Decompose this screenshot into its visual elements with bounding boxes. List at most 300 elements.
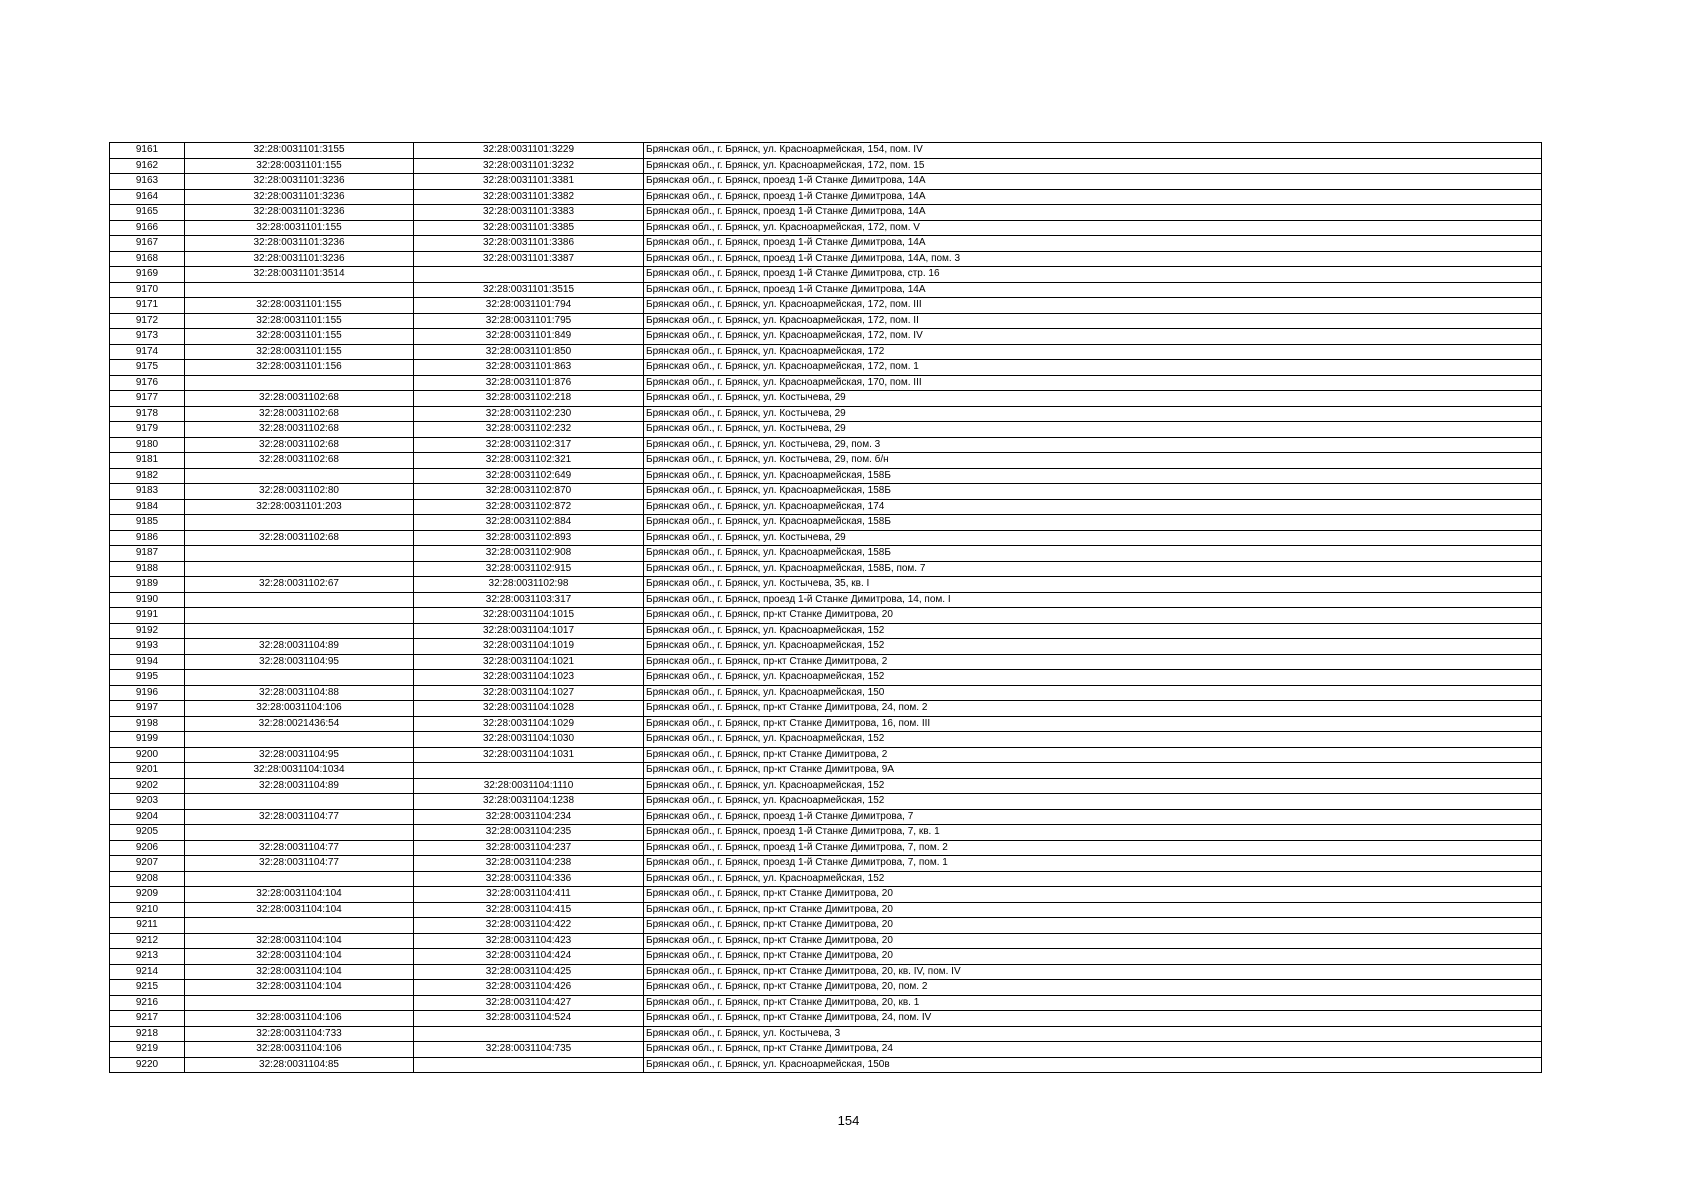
table-row bbox=[110, 282, 1542, 298]
cadastral-number-cell: 32:28:0031102:317 bbox=[414, 437, 644, 453]
table-row bbox=[110, 840, 1542, 856]
parent-cadastral-number-cell: 32:28:0031102:80 bbox=[185, 484, 414, 500]
address-cell: Брянская обл., г. Брянск, проезд 1-й Станке Димитрова, 14А bbox=[644, 189, 1542, 205]
table-row bbox=[110, 189, 1542, 205]
table-row bbox=[110, 778, 1542, 794]
parent-cadastral-number-cell: 32:28:0031104:1034 bbox=[185, 763, 414, 779]
table-row bbox=[110, 220, 1542, 236]
cadastral-number-cell bbox=[414, 763, 644, 779]
address-cell: Брянская обл., г. Брянск, пр-кт Станке Димитрова, 20, пом. 2 bbox=[644, 980, 1542, 996]
table-row bbox=[110, 995, 1542, 1011]
parent-cadastral-number-cell: 32:28:0031104:104 bbox=[185, 964, 414, 980]
address-cell: Брянская обл., г. Брянск, ул. Красноармейская, 150в bbox=[644, 1057, 1542, 1073]
cadastral-number-cell: 32:28:0031104:1027 bbox=[414, 685, 644, 701]
table-row bbox=[110, 887, 1542, 903]
cadastral-number-cell: 32:28:0031102:870 bbox=[414, 484, 644, 500]
cadastral-number-cell: 32:28:0031102:98 bbox=[414, 577, 644, 593]
table-row bbox=[110, 949, 1542, 965]
table-row bbox=[110, 732, 1542, 748]
row-number-cell: 9163 bbox=[110, 174, 185, 190]
parent-cadastral-number-cell: 32:28:0031104:106 bbox=[185, 1011, 414, 1027]
table-row bbox=[110, 639, 1542, 655]
address-cell: Брянская обл., г. Брянск, ул. Красноармейская, 172, пом. II bbox=[644, 313, 1542, 329]
cadastral-number-cell: 32:28:0031104:234 bbox=[414, 809, 644, 825]
parent-cadastral-number-cell: 32:28:0031102:68 bbox=[185, 422, 414, 438]
table-row bbox=[110, 592, 1542, 608]
address-cell: Брянская обл., г. Брянск, пр-кт Станке Димитрова, 20 bbox=[644, 949, 1542, 965]
address-cell: Брянская обл., г. Брянск, пр-кт Станке Димитрова, 20, кв. IV, пом. IV bbox=[644, 964, 1542, 980]
cadastral-number-cell: 32:28:0031104:237 bbox=[414, 840, 644, 856]
cadastral-number-cell: 32:28:0031102:649 bbox=[414, 468, 644, 484]
address-cell: Брянская обл., г. Брянск, ул. Костычева, 29, пом. 3 bbox=[644, 437, 1542, 453]
row-number-cell: 9217 bbox=[110, 1011, 185, 1027]
cadastral-number-cell: 32:28:0031101:3382 bbox=[414, 189, 644, 205]
row-number-cell: 9204 bbox=[110, 809, 185, 825]
table-row bbox=[110, 344, 1542, 360]
cadastral-number-cell: 32:28:0031104:426 bbox=[414, 980, 644, 996]
parent-cadastral-number-cell: 32:28:0031101:155 bbox=[185, 220, 414, 236]
cadastral-number-cell: 32:28:0031104:1238 bbox=[414, 794, 644, 810]
table-row bbox=[110, 747, 1542, 763]
address-cell: Брянская обл., г. Брянск, ул. Красноармейская, 152 bbox=[644, 670, 1542, 686]
address-cell: Брянская обл., г. Брянск, ул. Красноармейская, 152 bbox=[644, 623, 1542, 639]
cadastral-number-cell: 32:28:0031104:1110 bbox=[414, 778, 644, 794]
cadastral-number-cell: 32:28:0031102:218 bbox=[414, 391, 644, 407]
row-number-cell: 9185 bbox=[110, 515, 185, 531]
cadastral-number-cell: 32:28:0031104:427 bbox=[414, 995, 644, 1011]
table-row bbox=[110, 856, 1542, 872]
table-row bbox=[110, 205, 1542, 221]
table-row bbox=[110, 561, 1542, 577]
parent-cadastral-number-cell: 32:28:0031101:3514 bbox=[185, 267, 414, 283]
row-number-cell: 9199 bbox=[110, 732, 185, 748]
row-number-cell: 9194 bbox=[110, 654, 185, 670]
row-number-cell: 9178 bbox=[110, 406, 185, 422]
address-cell: Брянская обл., г. Брянск, ул. Костычева, 29 bbox=[644, 391, 1542, 407]
table-row bbox=[110, 360, 1542, 376]
row-number-cell: 9179 bbox=[110, 422, 185, 438]
parent-cadastral-number-cell bbox=[185, 871, 414, 887]
table-row bbox=[110, 515, 1542, 531]
address-cell: Брянская обл., г. Брянск, ул. Красноармейская, 150 bbox=[644, 685, 1542, 701]
cadastral-number-cell: 32:28:0031102:893 bbox=[414, 530, 644, 546]
parent-cadastral-number-cell: 32:28:0031104:88 bbox=[185, 685, 414, 701]
cadastral-number-cell: 32:28:0031104:1015 bbox=[414, 608, 644, 624]
row-number-cell: 9176 bbox=[110, 375, 185, 391]
cadastral-number-cell: 32:28:0031101:849 bbox=[414, 329, 644, 345]
table-row bbox=[110, 623, 1542, 639]
table-row bbox=[110, 1042, 1542, 1058]
row-number-cell: 9195 bbox=[110, 670, 185, 686]
address-cell: Брянская обл., г. Брянск, ул. Красноармейская, 158Б bbox=[644, 515, 1542, 531]
row-number-cell: 9174 bbox=[110, 344, 185, 360]
parent-cadastral-number-cell: 32:28:0031104:89 bbox=[185, 778, 414, 794]
cadastral-number-cell: 32:28:0031104:415 bbox=[414, 902, 644, 918]
address-cell: Брянская обл., г. Брянск, ул. Красноармейская, 152 bbox=[644, 778, 1542, 794]
table-row bbox=[110, 453, 1542, 469]
parent-cadastral-number-cell bbox=[185, 794, 414, 810]
parent-cadastral-number-cell: 32:28:0031101:203 bbox=[185, 499, 414, 515]
cadastral-number-cell: 32:28:0031104:423 bbox=[414, 933, 644, 949]
row-number-cell: 9207 bbox=[110, 856, 185, 872]
parent-cadastral-number-cell: 32:28:0031104:89 bbox=[185, 639, 414, 655]
parent-cadastral-number-cell bbox=[185, 468, 414, 484]
table-row bbox=[110, 375, 1542, 391]
parent-cadastral-number-cell: 32:28:0031101:3236 bbox=[185, 205, 414, 221]
parent-cadastral-number-cell: 32:28:0031104:104 bbox=[185, 887, 414, 903]
address-cell: Брянская обл., г. Брянск, пр-кт Станке Димитрова, 20 bbox=[644, 918, 1542, 934]
row-number-cell: 9175 bbox=[110, 360, 185, 376]
table-row bbox=[110, 1026, 1542, 1042]
cadastral-number-cell: 32:28:0031104:1030 bbox=[414, 732, 644, 748]
row-number-cell: 9181 bbox=[110, 453, 185, 469]
parent-cadastral-number-cell bbox=[185, 995, 414, 1011]
cadastral-number-cell: 32:28:0031101:863 bbox=[414, 360, 644, 376]
cadastral-number-cell bbox=[414, 267, 644, 283]
row-number-cell: 9193 bbox=[110, 639, 185, 655]
cadastral-number-cell: 32:28:0031102:908 bbox=[414, 546, 644, 562]
table-row bbox=[110, 391, 1542, 407]
address-cell: Брянская обл., г. Брянск, ул. Красноармейская, 158Б, пом. 7 bbox=[644, 561, 1542, 577]
parent-cadastral-number-cell: 32:28:0031104:95 bbox=[185, 747, 414, 763]
cadastral-number-cell: 32:28:0031101:3386 bbox=[414, 236, 644, 252]
cadastral-number-cell: 32:28:0031104:1029 bbox=[414, 716, 644, 732]
cadastral-number-cell: 32:28:0031101:876 bbox=[414, 375, 644, 391]
address-cell: Брянская обл., г. Брянск, ул. Красноармейская, 152 bbox=[644, 732, 1542, 748]
registry-table-body bbox=[110, 143, 1542, 1073]
parent-cadastral-number-cell: 32:28:0031104:95 bbox=[185, 654, 414, 670]
table-row bbox=[110, 236, 1542, 252]
row-number-cell: 9202 bbox=[110, 778, 185, 794]
table-row bbox=[110, 933, 1542, 949]
address-cell: Брянская обл., г. Брянск, проезд 1-й Станке Димитрова, 14А bbox=[644, 236, 1542, 252]
parent-cadastral-number-cell bbox=[185, 561, 414, 577]
row-number-cell: 9164 bbox=[110, 189, 185, 205]
table-row bbox=[110, 267, 1542, 283]
address-cell: Брянская обл., г. Брянск, проезд 1-й Станке Димитрова, 7, кв. 1 bbox=[644, 825, 1542, 841]
address-cell: Брянская обл., г. Брянск, ул. Красноармейская, 170, пом. III bbox=[644, 375, 1542, 391]
parent-cadastral-number-cell: 32:28:0031102:68 bbox=[185, 530, 414, 546]
parent-cadastral-number-cell: 32:28:0031101:155 bbox=[185, 313, 414, 329]
address-cell: Брянская обл., г. Брянск, ул. Красноармейская, 158Б bbox=[644, 546, 1542, 562]
cadastral-number-cell bbox=[414, 1026, 644, 1042]
cadastral-number-cell: 32:28:0031102:915 bbox=[414, 561, 644, 577]
table-row bbox=[110, 530, 1542, 546]
row-number-cell: 9187 bbox=[110, 546, 185, 562]
address-cell: Брянская обл., г. Брянск, проезд 1-й Станке Димитрова, 14, пом. I bbox=[644, 592, 1542, 608]
address-cell: Брянская обл., г. Брянск, ул. Костычева, 29, пом. б/н bbox=[644, 453, 1542, 469]
parent-cadastral-number-cell: 32:28:0031102:68 bbox=[185, 391, 414, 407]
row-number-cell: 9183 bbox=[110, 484, 185, 500]
address-cell: Брянская обл., г. Брянск, пр-кт Станке Димитрова, 20 bbox=[644, 887, 1542, 903]
table-row bbox=[110, 1011, 1542, 1027]
cadastral-number-cell: 32:28:0031104:1021 bbox=[414, 654, 644, 670]
cadastral-number-cell: 32:28:0031103:317 bbox=[414, 592, 644, 608]
cadastral-number-cell: 32:28:0031101:850 bbox=[414, 344, 644, 360]
row-number-cell: 9170 bbox=[110, 282, 185, 298]
cadastral-number-cell: 32:28:0031104:235 bbox=[414, 825, 644, 841]
parent-cadastral-number-cell: 32:28:0031101:156 bbox=[185, 360, 414, 376]
row-number-cell: 9212 bbox=[110, 933, 185, 949]
parent-cadastral-number-cell: 32:28:0031104:77 bbox=[185, 840, 414, 856]
table-row bbox=[110, 499, 1542, 515]
cadastral-number-cell: 32:28:0031102:230 bbox=[414, 406, 644, 422]
cadastral-number-cell: 32:28:0031101:3229 bbox=[414, 143, 644, 159]
parent-cadastral-number-cell bbox=[185, 375, 414, 391]
table-row bbox=[110, 577, 1542, 593]
parent-cadastral-number-cell bbox=[185, 282, 414, 298]
parent-cadastral-number-cell bbox=[185, 546, 414, 562]
address-cell: Брянская обл., г. Брянск, пр-кт Станке Димитрова, 2 bbox=[644, 654, 1542, 670]
row-number-cell: 9211 bbox=[110, 918, 185, 934]
cadastral-number-cell: 32:28:0031102:872 bbox=[414, 499, 644, 515]
row-number-cell: 9168 bbox=[110, 251, 185, 267]
parent-cadastral-number-cell: 32:28:0031101:155 bbox=[185, 344, 414, 360]
cadastral-number-cell: 32:28:0031101:3387 bbox=[414, 251, 644, 267]
parent-cadastral-number-cell: 32:28:0031104:104 bbox=[185, 980, 414, 996]
row-number-cell: 9188 bbox=[110, 561, 185, 577]
row-number-cell: 9173 bbox=[110, 329, 185, 345]
row-number-cell: 9186 bbox=[110, 530, 185, 546]
table-row bbox=[110, 809, 1542, 825]
address-cell: Брянская обл., г. Брянск, ул. Красноармейская, 158Б bbox=[644, 468, 1542, 484]
parent-cadastral-number-cell: 32:28:0031104:104 bbox=[185, 902, 414, 918]
parent-cadastral-number-cell bbox=[185, 918, 414, 934]
cadastral-number-cell: 32:28:0031101:3385 bbox=[414, 220, 644, 236]
address-cell: Брянская обл., г. Брянск, ул. Костычева, 29 bbox=[644, 406, 1542, 422]
table-row bbox=[110, 313, 1542, 329]
address-cell: Брянская обл., г. Брянск, проезд 1-й Станке Димитрова, стр. 16 bbox=[644, 267, 1542, 283]
table-row bbox=[110, 1057, 1542, 1073]
cadastral-number-cell: 32:28:0031101:3515 bbox=[414, 282, 644, 298]
row-number-cell: 9220 bbox=[110, 1057, 185, 1073]
address-cell: Брянская обл., г. Брянск, проезд 1-й Станке Димитрова, 14А bbox=[644, 282, 1542, 298]
row-number-cell: 9196 bbox=[110, 685, 185, 701]
cadastral-number-cell: 32:28:0031101:3232 bbox=[414, 158, 644, 174]
row-number-cell: 9198 bbox=[110, 716, 185, 732]
row-number-cell: 9161 bbox=[110, 143, 185, 159]
row-number-cell: 9171 bbox=[110, 298, 185, 314]
row-number-cell: 9213 bbox=[110, 949, 185, 965]
address-cell: Брянская обл., г. Брянск, ул. Красноармейская, 172, пом. IV bbox=[644, 329, 1542, 345]
row-number-cell: 9219 bbox=[110, 1042, 185, 1058]
parent-cadastral-number-cell: 32:28:0031104:104 bbox=[185, 933, 414, 949]
page-number: 154 bbox=[837, 1113, 860, 1128]
table-row bbox=[110, 670, 1542, 686]
parent-cadastral-number-cell: 32:28:0031104:104 bbox=[185, 949, 414, 965]
row-number-cell: 9192 bbox=[110, 623, 185, 639]
cadastral-number-cell: 32:28:0031102:321 bbox=[414, 453, 644, 469]
cadastral-number-cell: 32:28:0031104:1028 bbox=[414, 701, 644, 717]
registry-table bbox=[109, 142, 1542, 1073]
parent-cadastral-number-cell: 32:28:0031101:3155 bbox=[185, 143, 414, 159]
parent-cadastral-number-cell: 32:28:0031104:85 bbox=[185, 1057, 414, 1073]
table-row bbox=[110, 174, 1542, 190]
table-row bbox=[110, 437, 1542, 453]
cadastral-number-cell: 32:28:0031104:425 bbox=[414, 964, 644, 980]
cadastral-number-cell: 32:28:0031104:735 bbox=[414, 1042, 644, 1058]
table-row bbox=[110, 546, 1542, 562]
table-row bbox=[110, 143, 1542, 159]
parent-cadastral-number-cell: 32:28:0031101:3236 bbox=[185, 251, 414, 267]
parent-cadastral-number-cell: 32:28:0031104:106 bbox=[185, 701, 414, 717]
cadastral-number-cell: 32:28:0031104:1017 bbox=[414, 623, 644, 639]
address-cell: Брянская обл., г. Брянск, ул. Красноармейская, 172 bbox=[644, 344, 1542, 360]
address-cell: Брянская обл., г. Брянск, пр-кт Станке Димитрова, 20, кв. 1 bbox=[644, 995, 1542, 1011]
parent-cadastral-number-cell: 32:28:0031104:77 bbox=[185, 809, 414, 825]
cadastral-number-cell bbox=[414, 1057, 644, 1073]
address-cell: Брянская обл., г. Брянск, ул. Красноармейская, 154, пом. IV bbox=[644, 143, 1542, 159]
parent-cadastral-number-cell: 32:28:0031101:155 bbox=[185, 329, 414, 345]
parent-cadastral-number-cell bbox=[185, 670, 414, 686]
address-cell: Брянская обл., г. Брянск, пр-кт Станке Димитрова, 24 bbox=[644, 1042, 1542, 1058]
table-row bbox=[110, 468, 1542, 484]
row-number-cell: 9216 bbox=[110, 995, 185, 1011]
row-number-cell: 9182 bbox=[110, 468, 185, 484]
address-cell: Брянская обл., г. Брянск, пр-кт Станке Димитрова, 2 bbox=[644, 747, 1542, 763]
parent-cadastral-number-cell: 32:28:0031104:77 bbox=[185, 856, 414, 872]
cadastral-number-cell: 32:28:0031104:411 bbox=[414, 887, 644, 903]
table-row bbox=[110, 422, 1542, 438]
cadastral-number-cell: 32:28:0031102:884 bbox=[414, 515, 644, 531]
address-cell: Брянская обл., г. Брянск, пр-кт Станке Димитрова, 24, пом. IV bbox=[644, 1011, 1542, 1027]
cadastral-number-cell: 32:28:0031101:795 bbox=[414, 313, 644, 329]
row-number-cell: 9165 bbox=[110, 205, 185, 221]
parent-cadastral-number-cell: 32:28:0031101:155 bbox=[185, 158, 414, 174]
address-cell: Брянская обл., г. Брянск, пр-кт Станке Димитрова, 20 bbox=[644, 902, 1542, 918]
row-number-cell: 9190 bbox=[110, 592, 185, 608]
table-row bbox=[110, 484, 1542, 500]
cadastral-number-cell: 32:28:0031104:1031 bbox=[414, 747, 644, 763]
parent-cadastral-number-cell: 32:28:0031101:3236 bbox=[185, 189, 414, 205]
row-number-cell: 9167 bbox=[110, 236, 185, 252]
address-cell: Брянская обл., г. Брянск, ул. Костычева, 35, кв. I bbox=[644, 577, 1542, 593]
table-row bbox=[110, 716, 1542, 732]
parent-cadastral-number-cell: 32:28:0031104:106 bbox=[185, 1042, 414, 1058]
cadastral-number-cell: 32:28:0031104:524 bbox=[414, 1011, 644, 1027]
row-number-cell: 9218 bbox=[110, 1026, 185, 1042]
address-cell: Брянская обл., г. Брянск, ул. Костычева, 29 bbox=[644, 422, 1542, 438]
table-row bbox=[110, 902, 1542, 918]
parent-cadastral-number-cell: 32:28:0031102:68 bbox=[185, 453, 414, 469]
address-cell: Брянская обл., г. Брянск, пр-кт Станке Димитрова, 20 bbox=[644, 933, 1542, 949]
address-cell: Брянская обл., г. Брянск, ул. Красноармейская, 158Б bbox=[644, 484, 1542, 500]
row-number-cell: 9209 bbox=[110, 887, 185, 903]
row-number-cell: 9177 bbox=[110, 391, 185, 407]
address-cell: Брянская обл., г. Брянск, ул. Красноармейская, 172, пом. V bbox=[644, 220, 1542, 236]
parent-cadastral-number-cell: 32:28:0031104:733 bbox=[185, 1026, 414, 1042]
address-cell: Брянская обл., г. Брянск, проезд 1-й Станке Димитрова, 14А bbox=[644, 205, 1542, 221]
row-number-cell: 9197 bbox=[110, 701, 185, 717]
table-row bbox=[110, 329, 1542, 345]
row-number-cell: 9208 bbox=[110, 871, 185, 887]
parent-cadastral-number-cell bbox=[185, 732, 414, 748]
row-number-cell: 9215 bbox=[110, 980, 185, 996]
address-cell: Брянская обл., г. Брянск, ул. Костычева, 3 bbox=[644, 1026, 1542, 1042]
table-row bbox=[110, 251, 1542, 267]
row-number-cell: 9166 bbox=[110, 220, 185, 236]
cadastral-number-cell: 32:28:0031101:3381 bbox=[414, 174, 644, 190]
parent-cadastral-number-cell: 32:28:0031102:68 bbox=[185, 437, 414, 453]
row-number-cell: 9201 bbox=[110, 763, 185, 779]
cadastral-number-cell: 32:28:0031104:424 bbox=[414, 949, 644, 965]
row-number-cell: 9189 bbox=[110, 577, 185, 593]
table-row bbox=[110, 701, 1542, 717]
parent-cadastral-number-cell: 32:28:0031102:68 bbox=[185, 406, 414, 422]
address-cell: Брянская обл., г. Брянск, ул. Красноармейская, 152 bbox=[644, 871, 1542, 887]
table-row bbox=[110, 980, 1542, 996]
address-cell: Брянская обл., г. Брянск, ул. Красноармейская, 152 bbox=[644, 639, 1542, 655]
row-number-cell: 9162 bbox=[110, 158, 185, 174]
table-row bbox=[110, 406, 1542, 422]
table-row bbox=[110, 685, 1542, 701]
cadastral-number-cell: 32:28:0031101:3383 bbox=[414, 205, 644, 221]
cadastral-number-cell: 32:28:0031102:232 bbox=[414, 422, 644, 438]
row-number-cell: 9200 bbox=[110, 747, 185, 763]
address-cell: Брянская обл., г. Брянск, проезд 1-й Станке Димитрова, 14А bbox=[644, 174, 1542, 190]
parent-cadastral-number-cell bbox=[185, 515, 414, 531]
parent-cadastral-number-cell: 32:28:0031101:155 bbox=[185, 298, 414, 314]
row-number-cell: 9191 bbox=[110, 608, 185, 624]
row-number-cell: 9184 bbox=[110, 499, 185, 515]
table-row bbox=[110, 871, 1542, 887]
address-cell: Брянская обл., г. Брянск, ул. Костычева, 29 bbox=[644, 530, 1542, 546]
address-cell: Брянская обл., г. Брянск, пр-кт Станке Димитрова, 20 bbox=[644, 608, 1542, 624]
address-cell: Брянская обл., г. Брянск, ул. Красноармейская, 152 bbox=[644, 794, 1542, 810]
parent-cadastral-number-cell bbox=[185, 623, 414, 639]
row-number-cell: 9205 bbox=[110, 825, 185, 841]
cadastral-number-cell: 32:28:0031104:1023 bbox=[414, 670, 644, 686]
table-row bbox=[110, 298, 1542, 314]
row-number-cell: 9203 bbox=[110, 794, 185, 810]
row-number-cell: 9172 bbox=[110, 313, 185, 329]
cadastral-number-cell: 32:28:0031104:336 bbox=[414, 871, 644, 887]
row-number-cell: 9180 bbox=[110, 437, 185, 453]
table-row bbox=[110, 918, 1542, 934]
table-row bbox=[110, 158, 1542, 174]
address-cell: Брянская обл., г. Брянск, проезд 1-й Станке Димитрова, 7, пом. 1 bbox=[644, 856, 1542, 872]
parent-cadastral-number-cell: 32:28:0021436:54 bbox=[185, 716, 414, 732]
address-cell: Брянская обл., г. Брянск, пр-кт Станке Димитрова, 24, пом. 2 bbox=[644, 701, 1542, 717]
table-row bbox=[110, 763, 1542, 779]
row-number-cell: 9210 bbox=[110, 902, 185, 918]
address-cell: Брянская обл., г. Брянск, ул. Красноармейская, 172, пом. 15 bbox=[644, 158, 1542, 174]
row-number-cell: 9206 bbox=[110, 840, 185, 856]
parent-cadastral-number-cell: 32:28:0031101:3236 bbox=[185, 174, 414, 190]
address-cell: Брянская обл., г. Брянск, ул. Красноармейская, 172, пом. 1 bbox=[644, 360, 1542, 376]
address-cell: Брянская обл., г. Брянск, пр-кт Станке Димитрова, 9А bbox=[644, 763, 1542, 779]
table-row bbox=[110, 654, 1542, 670]
cadastral-number-cell: 32:28:0031104:422 bbox=[414, 918, 644, 934]
parent-cadastral-number-cell: 32:28:0031102:67 bbox=[185, 577, 414, 593]
cadastral-number-cell: 32:28:0031101:794 bbox=[414, 298, 644, 314]
row-number-cell: 9169 bbox=[110, 267, 185, 283]
row-number-cell: 9214 bbox=[110, 964, 185, 980]
address-cell: Брянская обл., г. Брянск, пр-кт Станке Димитрова, 16, пом. III bbox=[644, 716, 1542, 732]
parent-cadastral-number-cell bbox=[185, 825, 414, 841]
parent-cadastral-number-cell: 32:28:0031101:3236 bbox=[185, 236, 414, 252]
cadastral-number-cell: 32:28:0031104:1019 bbox=[414, 639, 644, 655]
table-row bbox=[110, 964, 1542, 980]
parent-cadastral-number-cell bbox=[185, 608, 414, 624]
parent-cadastral-number-cell bbox=[185, 592, 414, 608]
address-cell: Брянская обл., г. Брянск, ул. Красноармейская, 174 bbox=[644, 499, 1542, 515]
address-cell: Брянская обл., г. Брянск, проезд 1-й Станке Димитрова, 7 bbox=[644, 809, 1542, 825]
address-cell: Брянская обл., г. Брянск, проезд 1-й Станке Димитрова, 14А, пом. 3 bbox=[644, 251, 1542, 267]
cadastral-number-cell: 32:28:0031104:238 bbox=[414, 856, 644, 872]
address-cell: Брянская обл., г. Брянск, проезд 1-й Станке Димитрова, 7, пом. 2 bbox=[644, 840, 1542, 856]
address-cell: Брянская обл., г. Брянск, ул. Красноармейская, 172, пом. III bbox=[644, 298, 1542, 314]
